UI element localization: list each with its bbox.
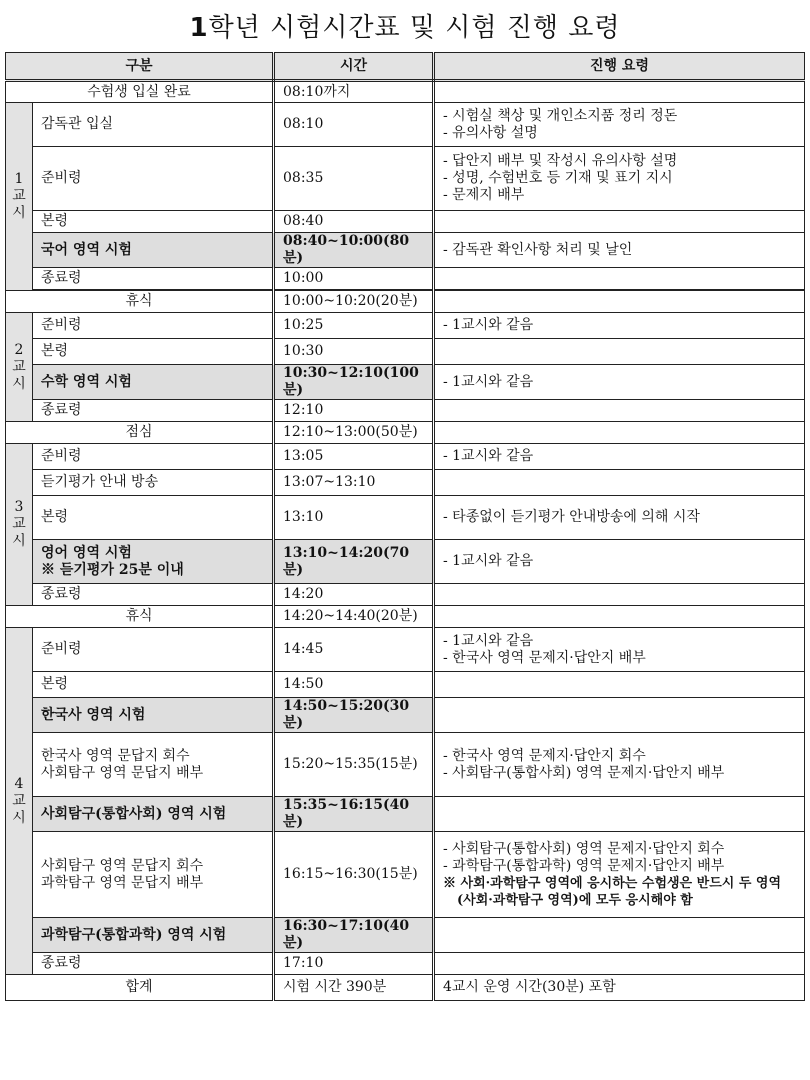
p2-ready-note: - 1교시와 같음	[434, 313, 805, 339]
total-time: 시험 시간 390분	[274, 975, 434, 1001]
p1-exam-label: 국어 영역 시험	[33, 233, 274, 268]
p4-start-label: 본령	[33, 672, 274, 698]
p3-ready-label: 준비령	[33, 444, 274, 470]
header-category: 구분	[6, 53, 274, 81]
page-title	[0, 6, 810, 50]
note-item: - 성명, 수험번호 등 기재 및 표기 지시	[443, 170, 673, 186]
p4-social-time: 15:35~16:15(40분)	[274, 797, 434, 832]
break1-time: 10:00~10:20(20분)	[274, 291, 434, 313]
p1-supervisor-label: 감독관 입실	[33, 103, 274, 147]
p4-start-time: 14:50	[274, 672, 434, 698]
p4-history-label: 한국사 영역 시험	[33, 698, 274, 733]
p2-start-label: 본령	[33, 339, 274, 365]
p1-ready-notes	[443, 153, 796, 204]
table-row	[6, 672, 805, 698]
table-row	[6, 444, 805, 470]
p2-end-label: 종료령	[33, 400, 274, 422]
p1-supervisor-time: 08:10	[274, 103, 434, 147]
p3-listening-time: 13:07~13:10	[274, 470, 434, 496]
table-row	[6, 628, 805, 672]
period-3-text: 3 교 시	[12, 499, 26, 549]
period-4-text: 4 교 시	[12, 775, 26, 826]
table-row	[6, 400, 805, 422]
break2-time: 14:20~14:40(20분)	[274, 606, 434, 628]
p1-start-label: 본령	[33, 211, 274, 233]
table-row	[6, 81, 805, 103]
p2-ready-time: 10:25	[274, 313, 434, 339]
p2-end-time: 12:10	[274, 400, 434, 422]
period-3-label	[6, 444, 33, 606]
p4-science-label: 과학탐구(통합과학) 영역 시험	[33, 918, 274, 953]
table-row	[6, 233, 805, 268]
total-row	[6, 975, 805, 1001]
table-row	[6, 918, 805, 953]
p3-ready-note: - 1교시와 같음	[434, 444, 805, 470]
p3-start-label: 본령	[33, 496, 274, 540]
note-item: - 사회탐구(통합사회) 영역 문제지·답안지 회수	[443, 840, 725, 857]
table-row	[6, 606, 805, 628]
p1-supervisor-notes	[443, 108, 796, 142]
p4-collect1-label	[33, 733, 274, 797]
period-2-label	[6, 313, 33, 422]
period-4-label	[6, 628, 33, 975]
table-row	[6, 733, 805, 797]
p4-social-label: 사회탐구(통합사회) 영역 시험	[33, 797, 274, 832]
p3-end-time: 14:20	[274, 584, 434, 606]
p2-start-time: 10:30	[274, 339, 434, 365]
p3-start-time: 13:10	[274, 496, 434, 540]
p1-exam-time: 08:40~10:00(80분)	[274, 233, 434, 268]
table-row	[6, 797, 805, 832]
p2-exam-note: - 1교시와 같음	[434, 365, 805, 400]
title-grade: 1	[189, 13, 209, 43]
table-row	[6, 953, 805, 975]
p3-exam-note: - 1교시와 같음	[434, 540, 805, 584]
p2-exam-time: 10:30~12:10(100분)	[274, 365, 434, 400]
note-item: - 문제지 배부	[443, 187, 525, 203]
note-item: - 1교시와 같음	[443, 632, 534, 649]
p4-end-time: 17:10	[274, 953, 434, 975]
title-text: 학년 시험시간표 및 시험 진행 요령	[208, 13, 621, 43]
lunch-label: 점심	[6, 422, 274, 444]
p1-end-time: 10:00	[274, 268, 434, 290]
p4-collect2-notes	[443, 841, 796, 909]
p3-end-label: 종료령	[33, 584, 274, 606]
p4-collect2-label	[33, 832, 274, 918]
p3-exam-title: 영어 영역 시험	[41, 544, 132, 561]
entry-label: 수험생 입실 완료	[6, 81, 274, 103]
table-row	[6, 832, 805, 918]
p2-exam-label: 수학 영역 시험	[33, 365, 274, 400]
p4-ready-label: 준비령	[33, 628, 274, 672]
period-2-text: 2 교 시	[12, 341, 26, 392]
p1-end-label: 종료령	[33, 268, 274, 290]
header-procedure: 진행 요령	[434, 53, 805, 81]
table-row	[6, 496, 805, 540]
note-item: - 한국사 영역 문제지·답안지 회수	[443, 747, 646, 764]
table-row	[6, 339, 805, 365]
p1-ready-time: 08:35	[274, 147, 434, 211]
p3-exam-sub: ※ 듣기평가 25분 이내	[41, 561, 184, 578]
period-1-text: 1 교 시	[12, 171, 26, 221]
note-item: - 사회탐구(통합사회) 영역 문제지·답안지 배부	[443, 764, 725, 781]
p3-start-note: - 타종없이 듣기평가 안내방송에 의해 시작	[434, 496, 805, 540]
p1-exam-note: - 감독관 확인사항 처리 및 날인	[434, 233, 805, 268]
table-row	[6, 313, 805, 339]
table-row	[6, 147, 805, 211]
header-row	[6, 53, 805, 81]
total-note: 4교시 운영 시간(30분) 포함	[434, 975, 805, 1001]
table-row	[6, 211, 805, 233]
entry-time: 08:10까지	[274, 81, 434, 103]
period-1-label	[6, 103, 33, 291]
table-row	[6, 470, 805, 496]
p4-collect1-time: 15:20~15:35(15분)	[274, 733, 434, 797]
note-item: - 답안지 배부 및 작성시 유의사항 설명	[443, 153, 678, 169]
p1-start-time: 08:40	[274, 211, 434, 233]
note-item: - 유의사항 설명	[443, 124, 538, 141]
table-row	[6, 584, 805, 606]
p4-collect2-time: 16:15~16:30(15분)	[274, 832, 434, 918]
header-time: 시간	[274, 53, 434, 81]
p4-ready-notes	[443, 633, 796, 667]
break1-label: 휴식	[6, 291, 274, 313]
p2-ready-label: 준비령	[33, 313, 274, 339]
table-row	[6, 698, 805, 733]
p4-collect1-notes	[443, 748, 796, 782]
table-row	[6, 422, 805, 444]
p4-collect1-line2: 사회탐구 영역 문답지 배부	[41, 764, 204, 781]
p4-collect2-line1: 사회탐구 영역 문답지 회수	[41, 857, 204, 874]
warning-note: ※ 사회·과학탐구 영역에 응시하는 수험생은 반드시 두 영역(사회·과학탐구 영역)에 모두 응시해야 함	[443, 875, 782, 908]
note-item: - 한국사 영역 문제지·답안지 배부	[443, 649, 646, 666]
p4-ready-time: 14:45	[274, 628, 434, 672]
note-item: - 시험실 책상 및 개인소지품 정리 정돈	[443, 107, 678, 124]
p3-exam-label	[33, 540, 274, 584]
p4-end-label: 종료령	[33, 953, 274, 975]
note-item: - 과학탐구(통합과학) 영역 문제지·답안지 배부	[443, 857, 725, 874]
table-row	[6, 540, 805, 584]
p3-ready-time: 13:05	[274, 444, 434, 470]
table-row	[6, 103, 805, 147]
p4-history-time: 14:50~15:20(30분)	[274, 698, 434, 733]
total-label: 합계	[6, 975, 274, 1001]
p4-collect1-line1: 한국사 영역 문답지 회수	[41, 747, 190, 764]
break2-label: 휴식	[6, 606, 274, 628]
table-row	[6, 291, 805, 313]
p1-ready-label: 준비령	[33, 147, 274, 211]
p3-listening-label: 듣기평가 안내 방송	[33, 470, 274, 496]
lunch-time: 12:10~13:00(50분)	[274, 422, 434, 444]
schedule-table	[5, 52, 805, 1001]
p3-exam-time: 13:10~14:20(70분)	[274, 540, 434, 584]
table-row	[6, 268, 805, 290]
p4-science-time: 16:30~17:10(40분)	[274, 918, 434, 953]
table-row	[6, 365, 805, 400]
p4-collect2-line2: 과학탐구 영역 문답지 배부	[41, 874, 204, 891]
